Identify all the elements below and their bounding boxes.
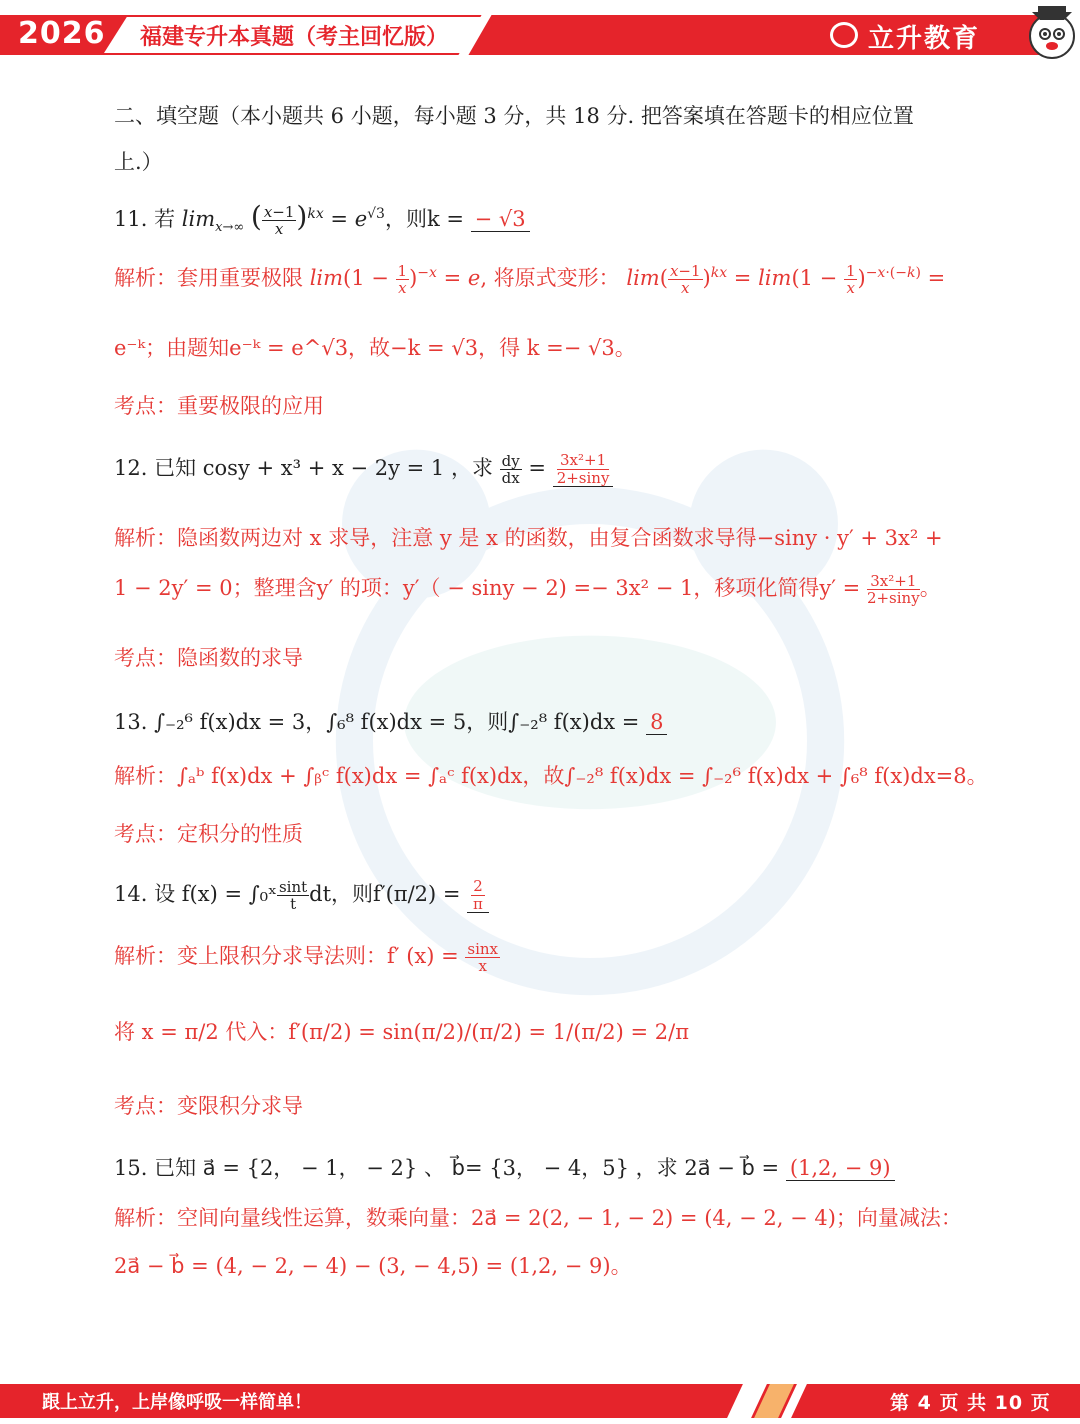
question-11: 11. 若 $\lim_{x\to\infty}$ ( $\frac{x-1}{x}$ )$^{kx} = e^{√3}$，则k = − √3: [114, 200, 530, 238]
answer-blank: (1,2, − 9): [786, 1156, 895, 1181]
question-stem: 已知 a⃗ = {2， − 1， − 2} 、 b⃗= {3， − 4，5} ，求 2a⃗ − b⃗ =: [154, 1156, 780, 1180]
keypoint-text: 隐函数的求导: [177, 646, 303, 670]
keypoint-label: 考点：: [114, 394, 177, 418]
analysis-text-cont: 1 − 2y′ = 0；整理含y′ 的项：y′（ − siny − 2) =− 3x² − 1，移项化简得y′ =: [114, 576, 861, 600]
keypoint-label: 考点：: [114, 646, 177, 670]
answer-denominator: π: [473, 894, 483, 913]
brand-logo-icon: [830, 22, 858, 48]
answer-blank: − √3: [471, 207, 530, 232]
analysis-frac-num: 3x²+1: [867, 573, 920, 591]
question-number: 12.: [114, 456, 148, 480]
page-number: 第 4 页 共 10 页: [890, 1392, 1051, 1414]
section-heading-cont: 上.）: [114, 150, 163, 174]
analysis-15: [114, 1202, 962, 1232]
mascot-icon: [1020, 0, 1080, 64]
question-15: [114, 1152, 895, 1182]
question-stem: 若: [154, 207, 176, 231]
keypoint-text: 重要极限的应用: [177, 394, 324, 418]
header-brand: 立升教育: [868, 24, 981, 54]
analysis-13: [114, 760, 988, 790]
analysis-12: [114, 522, 943, 552]
answer-denominator: 2+siny: [556, 468, 610, 487]
section-heading: 二、填空题（本小题共 6 小题，每小题 3 分，共 18 分. 把答案填在答题卡的相应位置: [114, 104, 914, 128]
analysis-12-line2: 1 − 2y′ = 0；整理含y′ 的项：y′（ − siny − 2) =− 3x² − 1，移项化简得y′ = $\frac{\text{3x²+1}}{2+\sin y}$ 。: [114, 571, 941, 607]
analysis-text: 空间向量线性运算，数乘向量：2a⃗ = 2(2, − 1, − 2) = (4, − 2, − 4)；向量减法：: [177, 1206, 962, 1230]
analysis-label: 解析：: [114, 266, 177, 290]
answer-blank: 8: [646, 710, 667, 735]
analysis-frac-den: x: [478, 957, 487, 975]
answer-numerator: 3x²+1: [557, 452, 610, 470]
analysis-15-line2: 2a⃗ − b⃗ = (4, − 2, − 4) − (3, − 4,5) = (1,2, − 9)。: [114, 1254, 632, 1278]
analysis-text: ∫ₐᵇ f(x)dx + ∫ᵦᶜ f(x)dx = ∫ₐᶜ f(x)dx，故∫₋₂⁸ f(x)dx = ∫₋₂⁶ f(x)dx + ∫₆⁸ f(x)dx=8。: [177, 764, 988, 788]
keypoint-11: [114, 390, 324, 420]
question-stem-tail: ，则k =: [384, 207, 464, 231]
footer-slogan: 跟上立升，上岸像呼吸一样简单！: [42, 1392, 312, 1413]
analysis-14: [114, 940, 500, 975]
question-13: [114, 706, 667, 736]
analysis-11: 解析：套用重要极限 lim(1 − $\frac{1}{x}$ )$^{-x}$ = e, 将原式变形： lim( $\frac{x-1}{x}$ )$^{kx}$ = lim(1 − $\frac{1}{x}$ )$^{-x\cdot(-k)}$ =: [114, 261, 946, 297]
question-number: 11.: [114, 207, 148, 231]
question-number: 15.: [114, 1156, 148, 1180]
analysis-frac-num: sinx: [467, 939, 499, 958]
keypoint-text: 变限积分求导: [177, 1094, 303, 1118]
question-number: 14.: [114, 882, 148, 906]
analysis-label: 解析：: [114, 1206, 177, 1230]
analysis-text: 套用重要极限: [177, 266, 303, 290]
analysis-label: 解析：: [114, 764, 177, 788]
answer-blank: [553, 452, 614, 487]
stem-frac-den: t: [290, 895, 297, 913]
analysis-text: 隐函数两边对 x 求导，注意 y 是 x 的函数，由复合函数求导得−siny · y′ + 3x² +: [177, 526, 943, 550]
header-year: 2026: [18, 16, 106, 51]
question-stem: ∫₋₂⁶ f(x)dx = 3，∫₆⁸ f(x)dx = 5，则∫₋₂⁸ f(x)dx =: [154, 710, 640, 734]
question-number: 13.: [114, 710, 148, 734]
header-title: 福建专升本真题（考主回忆版）: [140, 25, 449, 50]
analysis-11-line2: e⁻ᵏ；由题知e⁻ᵏ = e^√3，故−k = √3，得 k =− √3。: [114, 336, 636, 360]
page-footer: [0, 1384, 1080, 1424]
analysis-text-cont: , 将原式变形：: [480, 266, 620, 290]
question-12: 12. 已知 cosy + x³ + x − 2y = 1 ，求 $\frac{dy}{dx}$ = $\frac{\text{3x²+1}}{2+\sin y}$: [114, 452, 613, 487]
analysis-frac-den: 2+siny: [866, 589, 920, 607]
keypoint-13: [114, 818, 303, 848]
analysis-14-line2: 将 x = π/2 代入：f′(π/2) = sin(π/2)/(π/2) = 1/(π/2) = 2/π: [114, 1020, 690, 1044]
question-14: [114, 878, 489, 913]
keypoint-14: [114, 1090, 303, 1120]
question-stem: 已知 cosy + x³ + x − 2y = 1 ，求: [154, 456, 493, 480]
question-stem: 设 f(x) = ∫₀ˣ: [154, 882, 277, 906]
analysis-label: 解析：: [114, 944, 177, 968]
keypoint-label: 考点：: [114, 1094, 177, 1118]
keypoint-text: 定积分的性质: [177, 822, 303, 846]
stem-frac-num: sint: [278, 877, 308, 896]
keypoint-12: [114, 642, 303, 672]
page-header: [0, 0, 1080, 70]
keypoint-label: 考点：: [114, 822, 177, 846]
answer-blank: [467, 878, 489, 913]
analysis-label: 解析：: [114, 526, 177, 550]
analysis-text: 变上限积分求导法则：f′ (x) =: [177, 944, 459, 968]
answer-numerator: 2: [473, 877, 483, 895]
question-stem-tail: dt，则f′(π/2) =: [309, 882, 461, 906]
